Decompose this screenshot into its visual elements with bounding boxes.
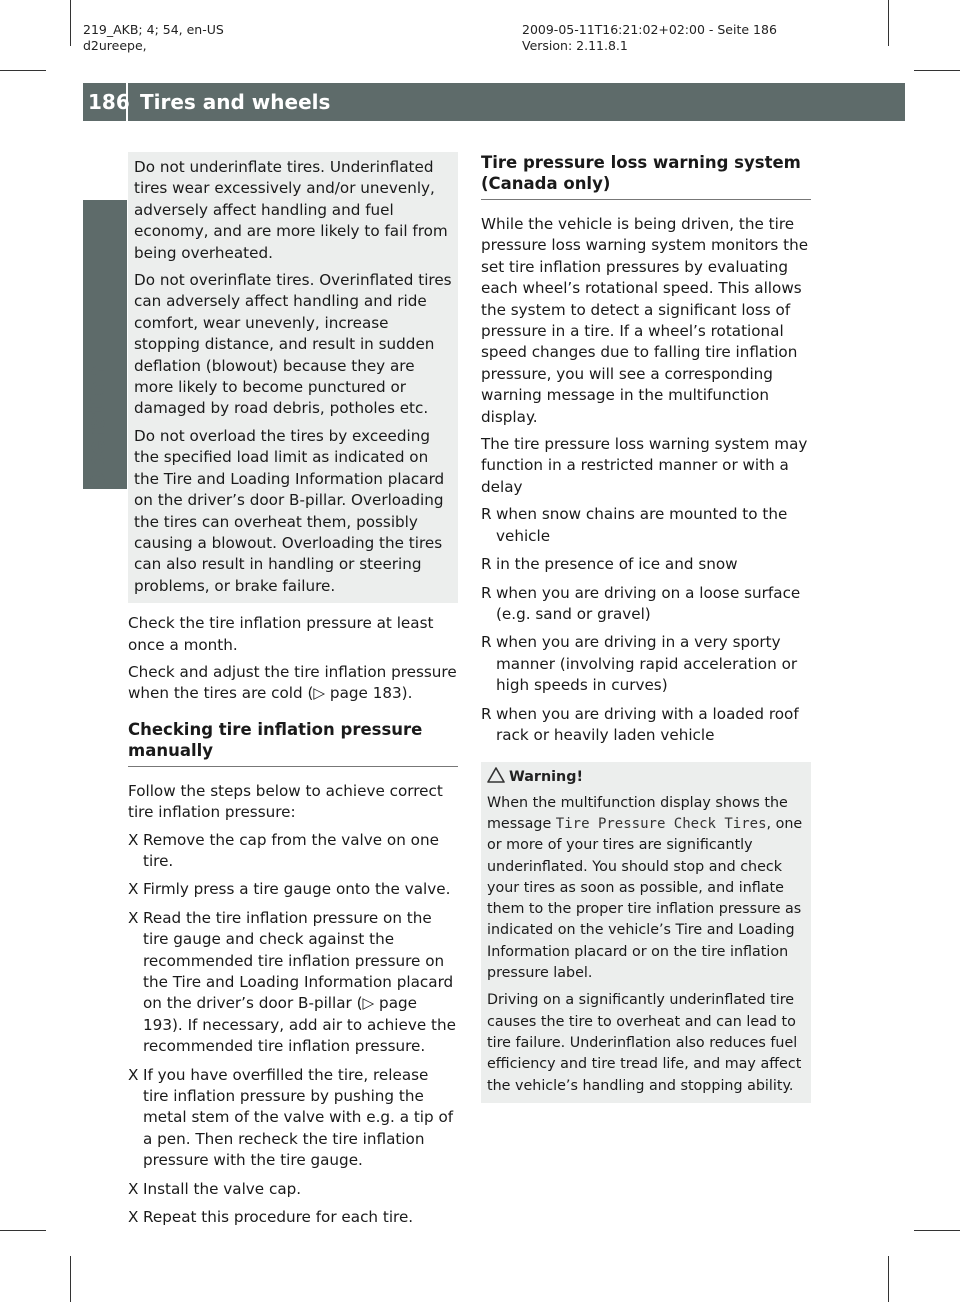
list-item: [128, 1207, 458, 1228]
right-column: [481, 152, 811, 1113]
bullet-marker: R: [481, 583, 492, 602]
step-text: Read the tire inflation pressure on the tire gauge and check against the recommended tire inflation pressure on the Tire and Loading Information placard on the driver’s door B-pillar (: [143, 908, 454, 1013]
warning-paragraph: Driving on a significantly underinflated tire causes the tire to overheat and can lead to tire failure. Underinflation also reduces fuel efficiency and tire tread life, and may affect the vehicle’s handling and stopping ability.: [487, 992, 802, 1094]
body-paragraph: [128, 662, 458, 705]
bullet-marker: R: [481, 505, 492, 524]
warning-header: [487, 767, 805, 790]
step-text: Repeat this procedure for each tire.: [143, 1208, 414, 1227]
section-title: Tires and wheels: [140, 90, 331, 114]
left-column: [128, 152, 458, 1235]
list-item: [481, 583, 811, 626]
bullet-marker: R: [481, 704, 492, 723]
page-ref-link[interactable]: page 193). If necessary, add air to achieve the recommended tire inflation pressure.: [143, 994, 456, 1056]
list-item: [481, 554, 811, 575]
warning-box: [481, 762, 811, 1102]
list-item: [481, 632, 811, 696]
list-item: [128, 879, 458, 900]
note-box: [128, 152, 458, 603]
list-item: [481, 704, 811, 747]
step-text: Install the valve cap.: [143, 1179, 302, 1198]
warning-text: When the multifunction display shows the message: [487, 794, 788, 832]
body-paragraph: While the vehicle is being driven, the tire pressure loss warning system monitors the set tire inflation pressures by evaluating each wheel’s rotational speed. This allows the system to detect a significant loss of pressure in a tire. If a wheel’s rotational speed changes due to falling tire inflation pressure, you will see a corresponding warning message in the multifunction display.: [481, 215, 809, 426]
body-paragraph: Check the tire inflation pressure at least once a month.: [128, 614, 434, 654]
bullet-text: when you are driving on a loose surface (e.g. sand or gravel): [496, 583, 801, 623]
crop-mark: [888, 0, 889, 46]
list-item: [128, 830, 458, 873]
step-marker: X: [128, 880, 139, 899]
warning-text: , one or more of your tires are significantly underinflated. You should stop and check your tires as soon as possible, and inflate them to the proper tire inflation pressure as indicated on the vehicle’s Tire and Loading Information placard or on the tire inflation pressure label.: [487, 815, 803, 982]
step-marker: X: [128, 1065, 139, 1084]
crop-mark: [914, 70, 960, 71]
bullet-marker: R: [481, 555, 492, 574]
bullet-text: when you are driving with a loaded roof rack or heavily laden vehicle: [496, 704, 799, 744]
print-meta-right: [522, 22, 777, 54]
step-text: Remove the cap from the valve on one tire.: [143, 830, 439, 870]
step-list: [128, 830, 458, 1229]
chapter-label: [85, 449, 110, 489]
bullet-list: [481, 504, 811, 746]
page-ref-arrow: ▷: [313, 684, 326, 703]
list-item: [128, 908, 458, 1058]
page-number: 186: [88, 90, 130, 114]
body-paragraph: The tire pressure loss warning system may function in a restricted manner or with a delay: [481, 435, 808, 496]
meta-text: 2009-05-11T16:21:02+02:00 - Seite 186: [522, 22, 777, 37]
crop-mark: [914, 1230, 960, 1231]
note-paragraph: Do not overinflate tires. Overinflated tires can adversely affect handling and ride comfort, wear unevenly, increase stopping distance, and result in sudden deflation (blowout) because they are more likely to become punctured or damaged by road debris, potholes etc.: [134, 271, 452, 418]
warning-triangle-icon: [487, 767, 509, 790]
crop-mark: [70, 1256, 71, 1302]
body-paragraph: Follow the steps below to achieve correct tire inflation pressure:: [128, 781, 443, 822]
subsection-heading: Tire pressure loss warning system (Canada only): [481, 152, 811, 200]
note-paragraph: Do not overload the tires by exceeding the specified load limit as indicated on the Tire and Loading Information placard on the driver’s door B-pillar. Overloading the tires can overheat them, possibly causing a blowout. Overloading the tires can also result in handling or steering problems, or brake failure.: [134, 426, 445, 595]
step-marker: X: [128, 908, 139, 927]
display-message: Tire Pressure Check Tires: [555, 815, 767, 832]
list-item: [481, 504, 811, 547]
page-ref-arrow: ▷: [362, 994, 375, 1013]
warning-title: Warning!: [509, 769, 583, 786]
step-marker: X: [128, 1208, 139, 1227]
note-paragraph: Do not underinflate tires. Underinflated tires wear excessively and/or unevenly, adversely affect handling and fuel economy, and are more likely to fail from being overheated.: [134, 158, 448, 262]
page-ref-link[interactable]: page 183).: [325, 684, 413, 703]
meta-text: Version: 2.11.8.1: [522, 38, 628, 53]
bullet-text: in the presence of ice and snow: [496, 555, 738, 574]
meta-text: 219_AKB; 4; 54, en-US: [83, 22, 224, 37]
list-item: [128, 1179, 458, 1200]
meta-text: d2ureepe,: [83, 38, 147, 53]
list-item: [128, 1065, 458, 1172]
step-text: If you have overfilled the tire, release tire inflation pressure by pushing the metal stem of the valve with e.g. a tip of a pen. Then recheck the tire inflation pressure with the tire gauge.: [143, 1065, 454, 1170]
crop-mark: [0, 70, 46, 71]
print-meta-left: [83, 22, 224, 54]
step-marker: X: [128, 830, 139, 849]
bullet-text: when you are driving in a very sporty manner (involving rapid acceleration or high speeds in curves): [496, 633, 798, 695]
bullet-marker: R: [481, 633, 492, 652]
bullet-text: when snow chains are mounted to the vehicle: [496, 505, 788, 545]
crop-mark: [70, 0, 71, 46]
step-text: Firmly press a tire gauge onto the valve.: [143, 880, 451, 899]
step-marker: X: [128, 1179, 139, 1198]
crop-mark: [888, 1256, 889, 1302]
warning-paragraph: [487, 793, 805, 985]
subsection-heading: Checking tire inflation pressure manually: [128, 719, 458, 767]
body-text: Check and adjust the tire inflation pressure when the tires are cold (: [128, 662, 457, 703]
crop-mark: [0, 1230, 46, 1231]
